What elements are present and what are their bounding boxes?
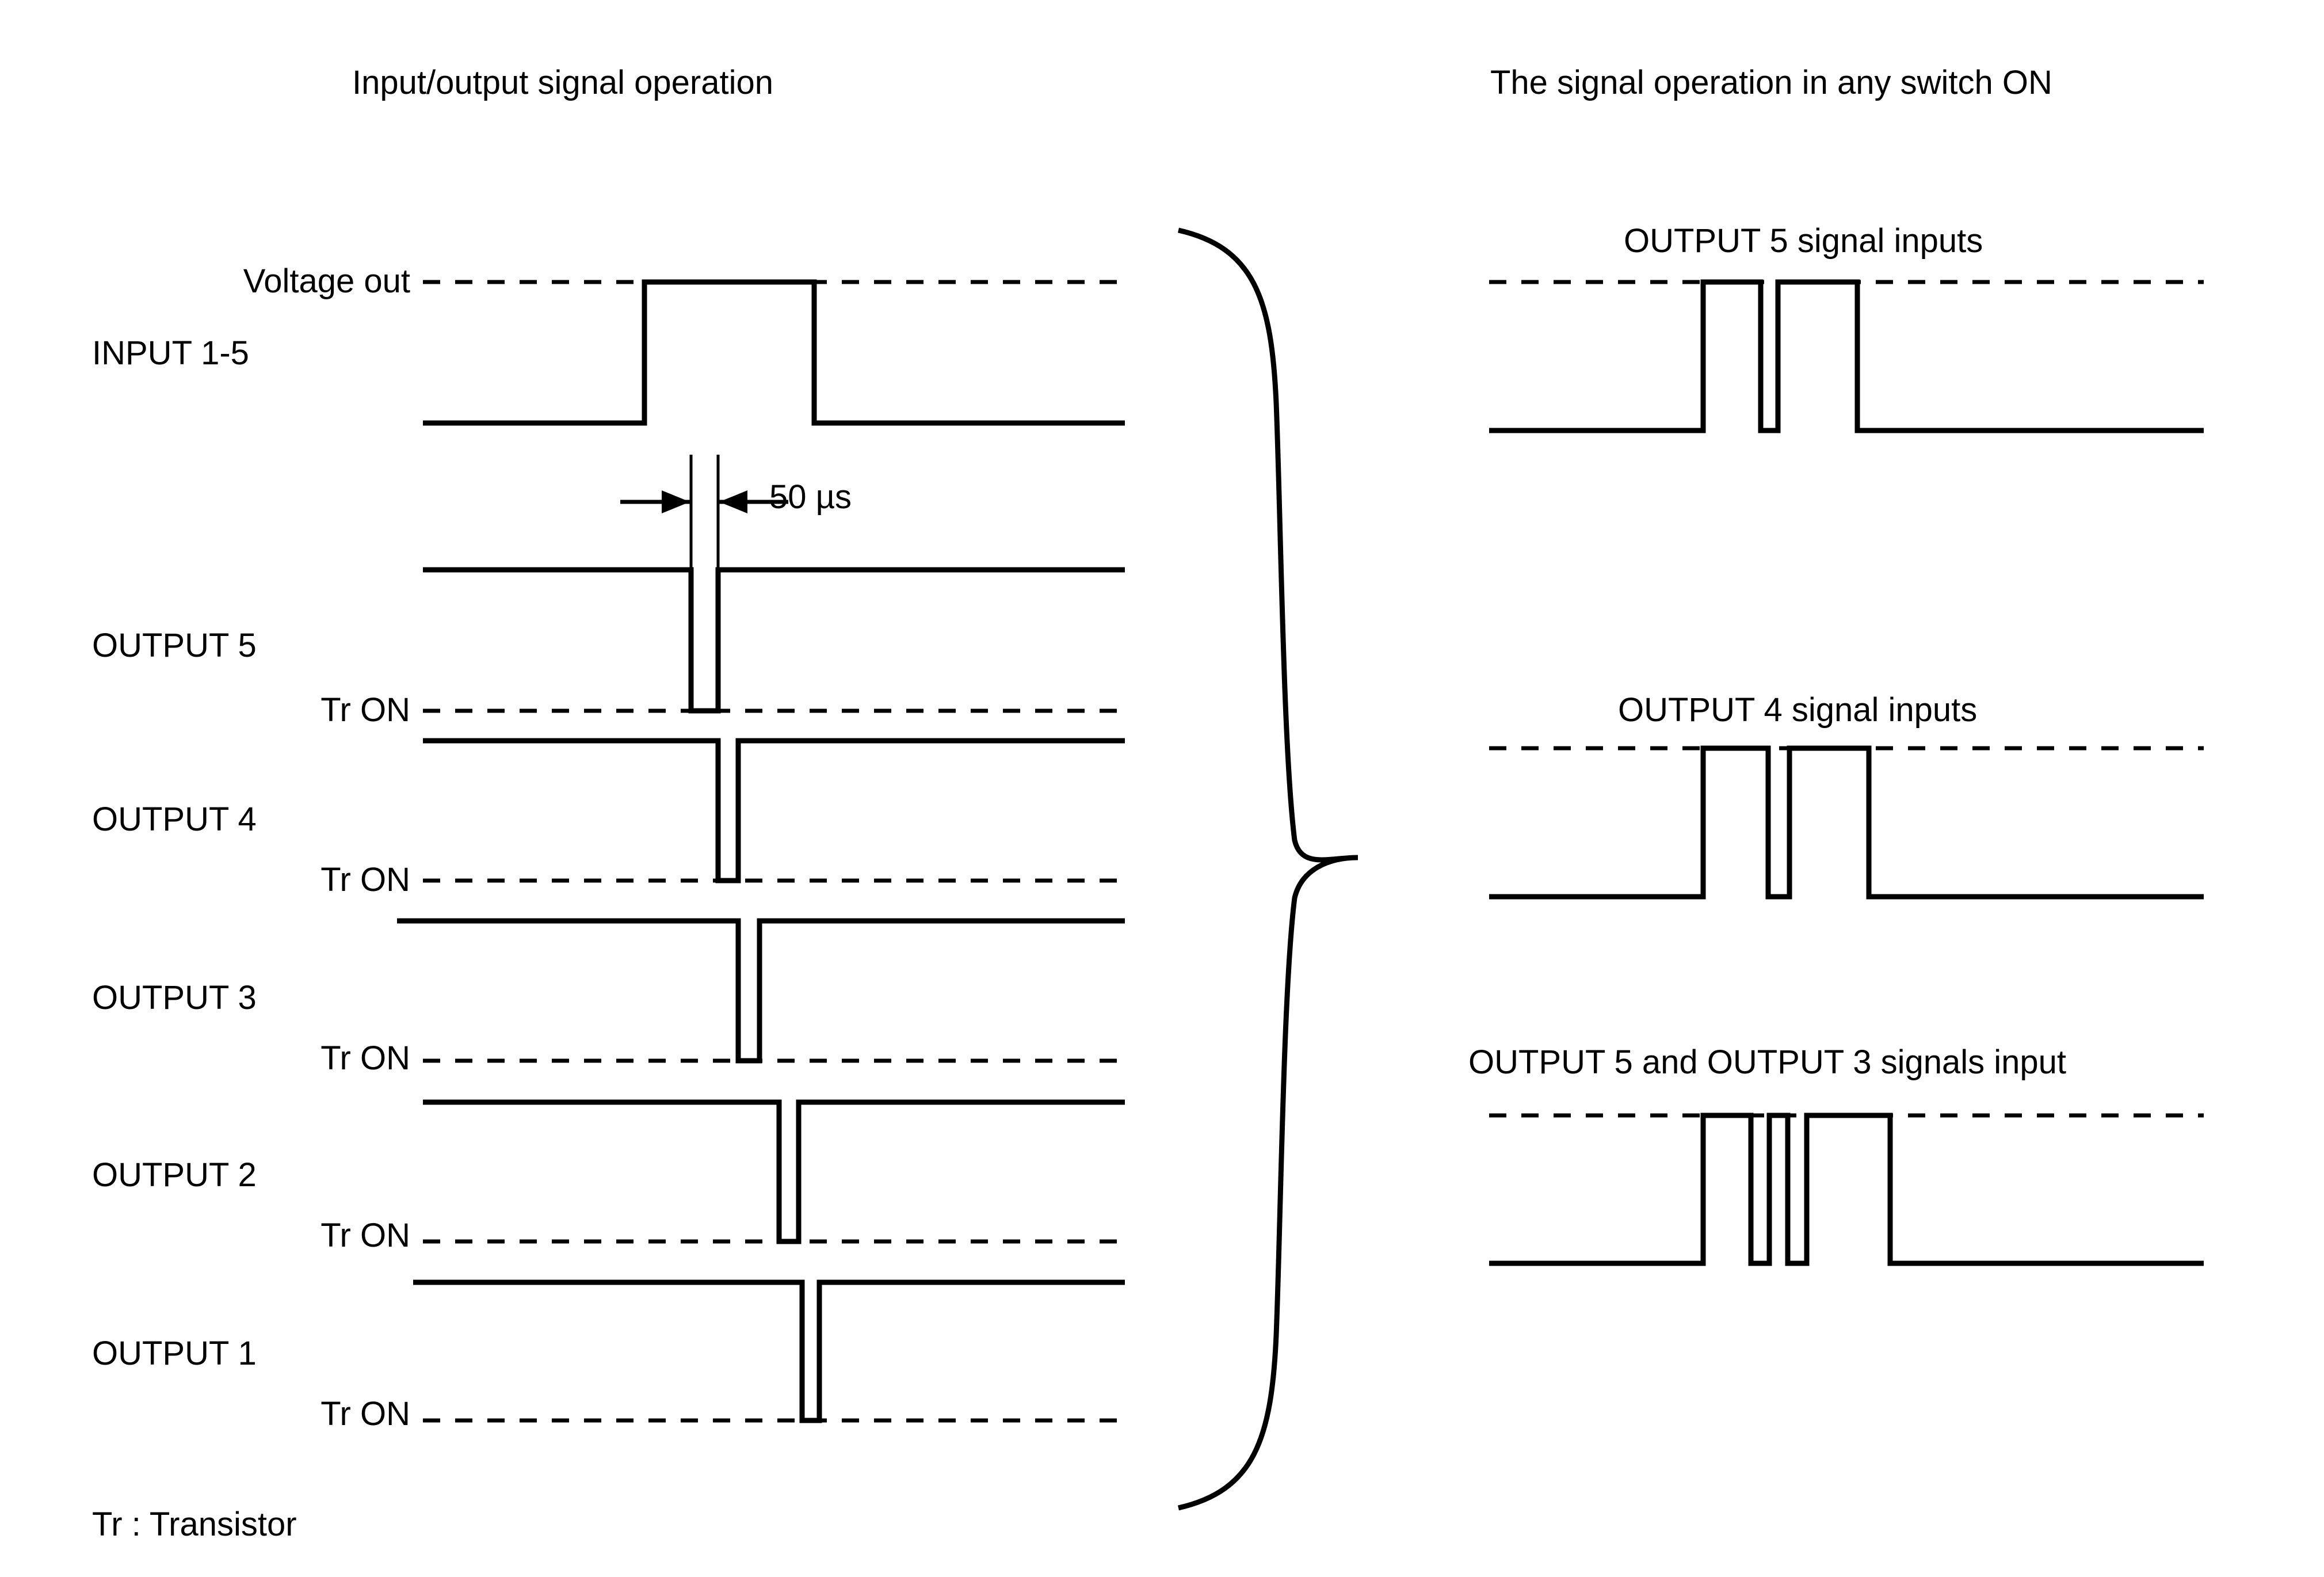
label-tr-on-5: Tr ON (320, 691, 410, 729)
label-output-3: OUTPUT 3 (92, 979, 257, 1016)
waveform-right-output-5 (1489, 282, 2204, 431)
waveform-output-4 (423, 741, 1125, 881)
label-input-1-5: INPUT 1-5 (92, 334, 249, 372)
label-tr-on-2: Tr ON (320, 1217, 410, 1254)
pulse-arrow-left-head (662, 490, 690, 513)
waveform-right-output-4 (1489, 748, 2204, 897)
waveform-output-1 (413, 1282, 1125, 1420)
label-tr-on-3: Tr ON (320, 1039, 410, 1077)
label-pulse-width: 50 µs (769, 478, 852, 516)
label-tr-on-4: Tr ON (320, 861, 410, 898)
waveform-output-2 (423, 1102, 1125, 1241)
footnote-transistor: Tr : Transistor (92, 1506, 297, 1543)
waveform-right-output-5-and-3 (1489, 1115, 2204, 1263)
label-output-4: OUTPUT 4 (92, 801, 257, 838)
grouping-brace (1178, 230, 1358, 1508)
label-tr-on-1: Tr ON (320, 1395, 410, 1433)
right-chart-title-3: OUTPUT 5 and OUTPUT 3 signals input (1468, 1043, 2067, 1081)
waveform-output-3 (397, 921, 1125, 1061)
right-panel-header: The signal operation in any switch ON (1490, 64, 2052, 101)
label-output-2: OUTPUT 2 (92, 1156, 257, 1194)
label-output-1: OUTPUT 1 (92, 1335, 257, 1372)
right-chart-title-1: OUTPUT 5 signal inputs (1624, 222, 1983, 260)
waveform-input-1-5 (423, 282, 1125, 423)
left-panel-header: Input/output signal operation (352, 64, 773, 101)
waveform-output-5 (423, 570, 1125, 711)
label-voltage-out: Voltage out (243, 262, 410, 300)
pulse-arrow-right-head (719, 490, 747, 513)
right-chart-title-2: OUTPUT 4 signal inputs (1618, 691, 1978, 729)
label-output-5: OUTPUT 5 (92, 627, 257, 664)
